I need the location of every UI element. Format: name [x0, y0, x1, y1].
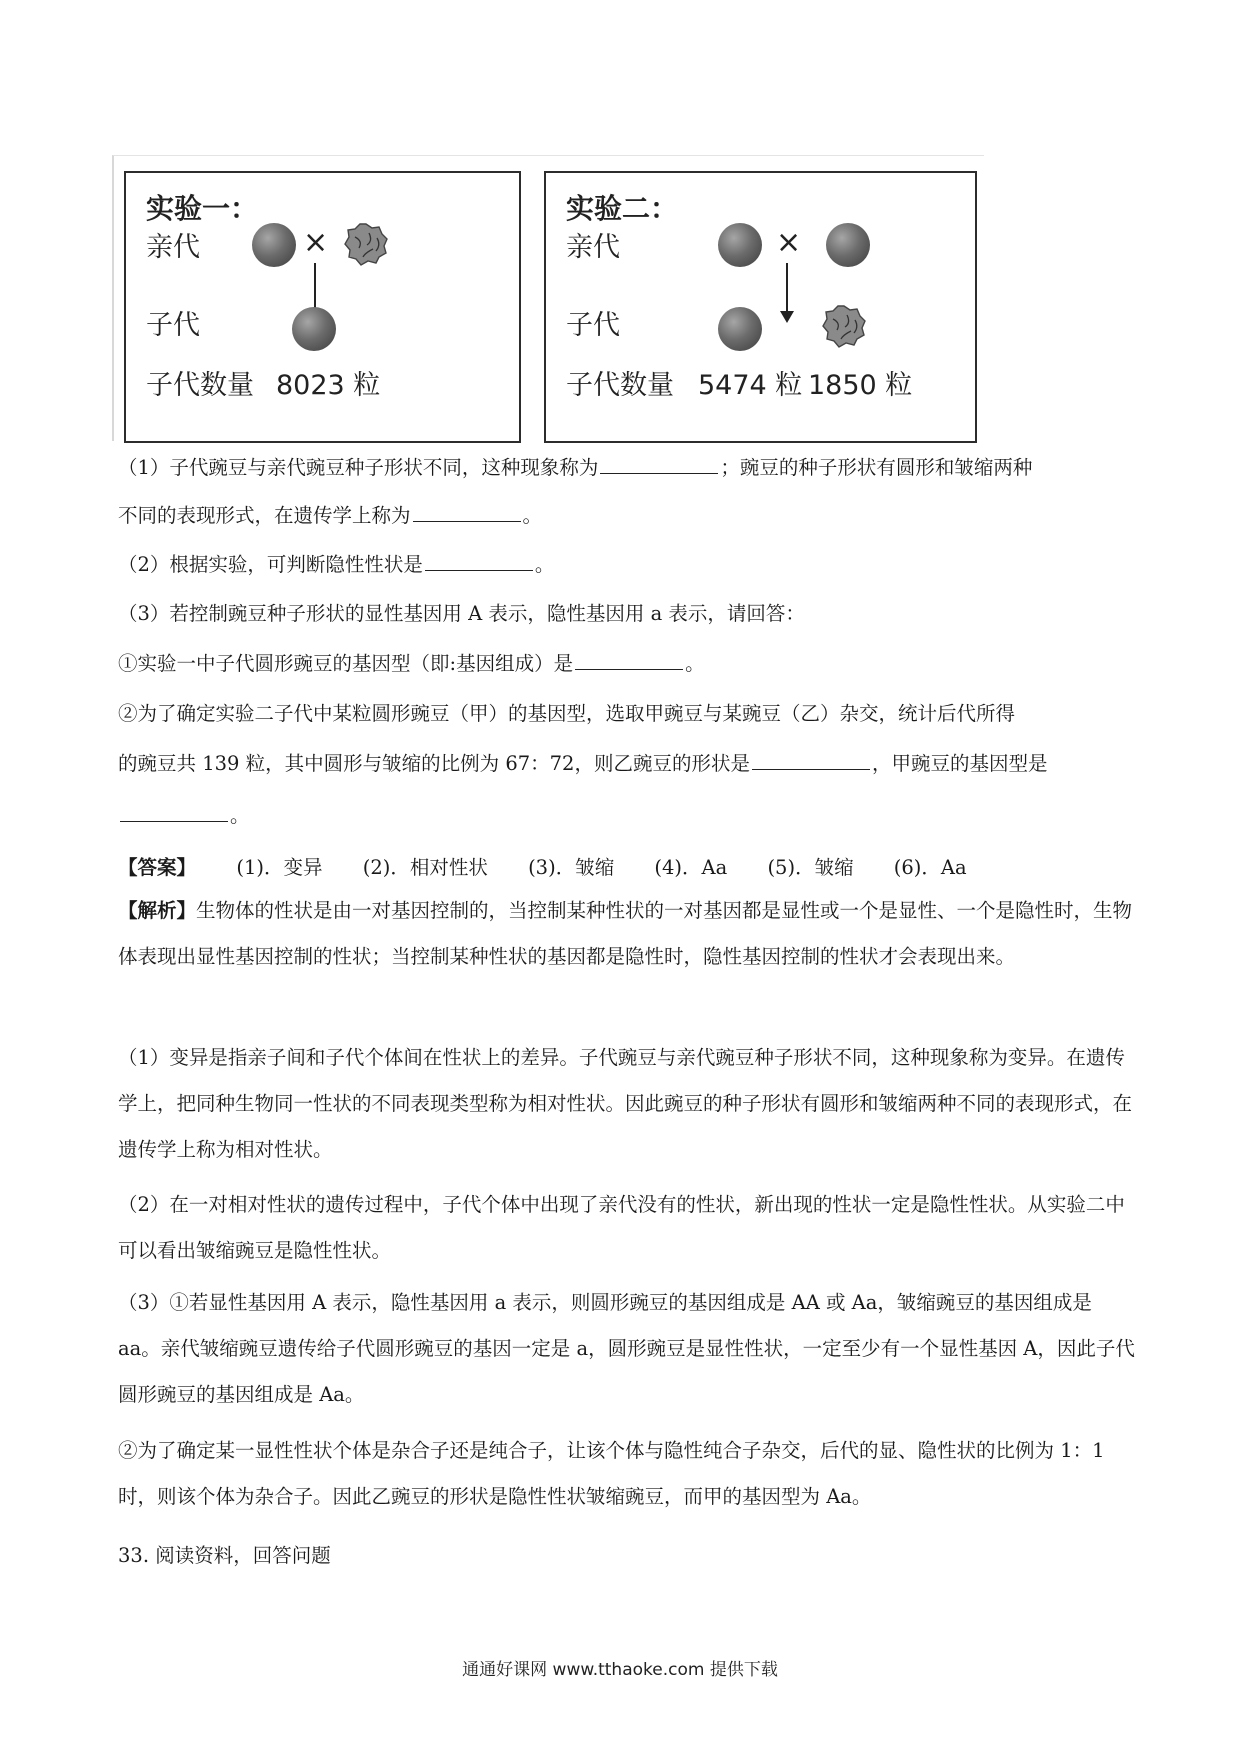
exp1-parent-label: 亲代 [146, 232, 200, 263]
q3-1-text: ①实验一中子代圆形豌豆的基因型（即:基因组成）是 [118, 652, 574, 675]
round-pea-icon [252, 223, 296, 267]
answer-line [118, 852, 1001, 880]
exp1-title: 实验一： [146, 192, 259, 225]
exp2-count-wrinkled: 1850 粒 [808, 370, 913, 401]
question-3-1 [118, 648, 705, 676]
experiment-2-panel [544, 171, 977, 443]
q1-text-a: （1）子代豌豆与亲代豌豆种子形状不同，这种现象称为 [118, 456, 599, 479]
exp2-count-round: 5474 粒 [698, 370, 803, 401]
exp2-parent-label: 亲代 [566, 232, 620, 263]
exp1-count-label: 子代数量 [146, 370, 254, 401]
wrinkled-pea-icon [343, 221, 389, 267]
exp1-count-value: 8023 粒 [276, 370, 381, 401]
exp1-cross-symbol: × [303, 225, 329, 260]
exp1-arrow [314, 263, 316, 313]
question-3: （3）若控制豌豆种子形状的显性基因用 A 表示，隐性基因用 a 表示，请回答： [118, 602, 805, 625]
q3-2-end: 。 [230, 804, 250, 827]
analysis-text: 生物体的性状是由一对基因控制的，当控制某种性状的一对基因都是显性或一个是显性、一个是隐性时，生物体表现出显性基因控制的性状；当控制某种性状的基因都是隐性时，隐性基因控制的性状才会表现出来。 [118, 899, 1133, 968]
answer-blank [752, 753, 870, 770]
answer-item: (4)．Aa [654, 856, 728, 879]
question-3-2-line-3 [118, 800, 250, 828]
question-2 [118, 549, 554, 577]
answer-blank [575, 653, 683, 670]
q2-text: （2）根据实验，可判断隐性性状是 [118, 553, 423, 576]
answer-label: 【答案】 [118, 856, 197, 879]
analysis-paragraph-4: ②为了确定某一显性性状个体是杂合子还是纯合子，让该个体与隐性纯合子杂交，后代的显、隐性状的比例为 1：1 时，则该个体为杂合子。因此乙豌豆的形状是隐性性状皱缩豌豆，而甲的基因型为 Aa。 [118, 1439, 1105, 1508]
exp2-count-label: 子代数量 [566, 370, 674, 401]
question-3-2-line-2 [118, 748, 1047, 776]
q3-2-text-c: ，甲豌豆的基因型是 [871, 752, 1048, 775]
q2-end: 。 [534, 553, 555, 576]
round-pea-icon [826, 223, 870, 267]
exp2-title: 实验二： [566, 192, 679, 225]
experiment-figure [112, 155, 984, 441]
answer-blank [413, 505, 521, 522]
round-pea-icon [292, 307, 336, 351]
answer-item: (2)．相对性状 [362, 856, 488, 879]
q3-2-text-b: 的豌豆共 139 粒，其中圆形与皱缩的比例为 67：72，则乙豌豆的形状是 [118, 752, 750, 775]
round-pea-icon [718, 307, 762, 351]
analysis-paragraph-0 [118, 888, 1138, 980]
q3-1-end: 。 [685, 652, 705, 675]
question-1-line-1 [118, 452, 1032, 480]
analysis-paragraph-1: （1）变异是指亲子间和子代个体间在性状上的差异。子代豌豆与亲代豌豆种子形状不同，这种现象称为变异。在遗传学上，把同种生物同一性状的不同表现类型称为相对性状。因此豌豆的种子形状有圆形和皱缩两种不同的表现形式，在遗传学上称为相对性状。 [118, 1046, 1133, 1161]
answer-item: (1)．变异 [236, 856, 323, 879]
round-pea-icon [718, 223, 762, 267]
answer-blank [600, 457, 718, 474]
analysis-paragraph-2: （2）在一对相对性状的遗传过程中，子代个体中出现了亲代没有的性状，新出现的性状一定是隐性性状。从实验二中可以看出皱缩豌豆是隐性性状。 [118, 1193, 1125, 1262]
question-1-line-2 [118, 500, 542, 528]
next-question: 33. 阅读资料，回答问题 [118, 1544, 331, 1567]
analysis-label: 【解析】 [118, 899, 197, 922]
answer-blank [425, 554, 533, 571]
exp1-child-label: 子代 [146, 310, 200, 341]
q1-text-b: ；豌豆的种子形状有圆形和皱缩两种 [720, 456, 1033, 479]
exp2-cross-symbol: × [776, 225, 802, 260]
answer-item: (3)．皱缩 [528, 856, 615, 879]
exp2-arrow [786, 263, 788, 313]
exp2-child-label: 子代 [566, 310, 620, 341]
answer-blank [120, 805, 228, 822]
q1-text-c: 不同的表现形式，在遗传学上称为 [118, 504, 411, 527]
question-3-2-line-1: ②为了确定实验二子代中某粒圆形豌豆（甲）的基因型，选取甲豌豆与某豌豆（乙）杂交，统计后代所得 [118, 702, 1016, 725]
answer-item: (6)．Aa [893, 856, 967, 879]
answer-item: (5)．皱缩 [767, 856, 854, 879]
experiment-1-panel [124, 171, 521, 443]
q1-end: 。 [522, 504, 543, 527]
analysis-paragraph-3: （3）①若显性基因用 A 表示，隐性基因用 a 表示，则圆形豌豆的基因组成是 AA 或 Aa，皱缩豌豆的基因组成是 aa。亲代皱缩豌豆遗传给子代圆形豌豆的基因一定是 a，圆形豌豆是显性性状，一定至少有一个显性基因 A，因此子代圆形豌豆的基因组成是 Aa。 [118, 1291, 1135, 1406]
page-footer: 通通好课网 www.tthaoke.com 提供下载 [462, 1660, 778, 1680]
wrinkled-pea-icon [821, 303, 867, 349]
